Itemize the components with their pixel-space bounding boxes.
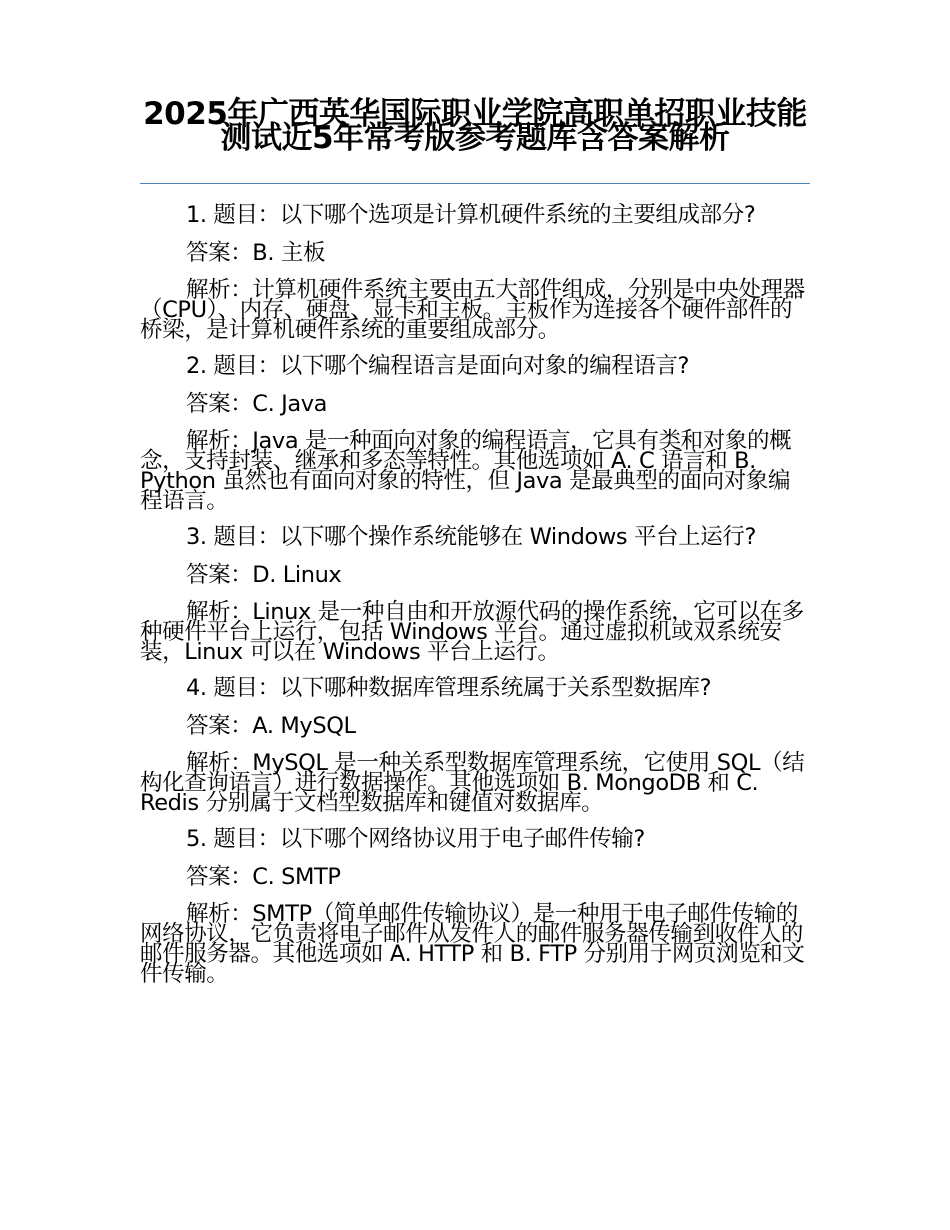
question-text: 4. 题目：以下哪种数据库管理系统属于关系型数据库? [186,675,712,701]
question-text: 3. 题目：以下哪个操作系统能够在 Windows 平台上运行? [186,524,757,550]
answer-text: 答案：A. MySQL [186,713,356,739]
question-item [140,524,810,665]
answer-text: 答案：C. Java [186,391,328,417]
answer-text: 答案：C. SMTP [186,864,341,890]
question-item [140,675,810,816]
analysis-text: 解析：计算机硬件系统主要由五大部件组成，分别是中央处理器（CPU）、内存、硬盘、显卡和主板。主板作为连接各个硬件部件的桥梁，是计算机硬件系统的重要组成部分。 [140,277,805,343]
question-item [140,202,810,343]
question-item [140,826,810,987]
document-title: 2025年广西英华国际职业学院高职单招职业技能测试近5年常考版参考题库含答案解析 [143,96,807,156]
answer-text: 答案：B. 主板 [186,240,326,266]
title-divider [140,183,810,184]
analysis-text: 解析：MySQL 是一种关系型数据库管理系统，它使用 SQL（结构化查询语言）进行数据操作。其他选项如 B. MongoDB 和 C. Redis 分别属于文档型数据库和键值对数据库。 [140,750,805,816]
question-item [140,353,810,514]
answer-text: 答案：D. Linux [186,562,342,588]
question-text: 5. 题目：以下哪个网络协议用于电子邮件传输? [186,826,645,852]
question-text: 1. 题目：以下哪个选项是计算机硬件系统的主要组成部分? [186,202,756,228]
analysis-text: 解析：Java 是一种面向对象的编程语言，它具有类和对象的概念，支持封装、继承和多态等特性。其他选项如 A. C 语言和 B. Python 虽然也有面向对象的特性，但 Java 是最典型的面向对象编程语言。 [140,428,792,514]
analysis-text: 解析：Linux 是一种自由和开放源代码的操作系统，它可以在多种硬件平台上运行，包括 Windows 平台。通过虚拟机或双系统安装，Linux 可以在 Windows 平台上运行。 [140,599,804,665]
question-list [140,204,810,999]
question-text: 2. 题目：以下哪个编程语言是面向对象的编程语言? [186,353,690,379]
analysis-text: 解析：SMTP（简单邮件传输协议）是一种用于电子邮件传输的网络协议，它负责将电子邮件从发件人的邮件服务器传输到收件人的邮件服务器。其他选项如 A. HTTP 和 B. FTP 分别用于网页浏览和文件传输。 [140,901,805,987]
